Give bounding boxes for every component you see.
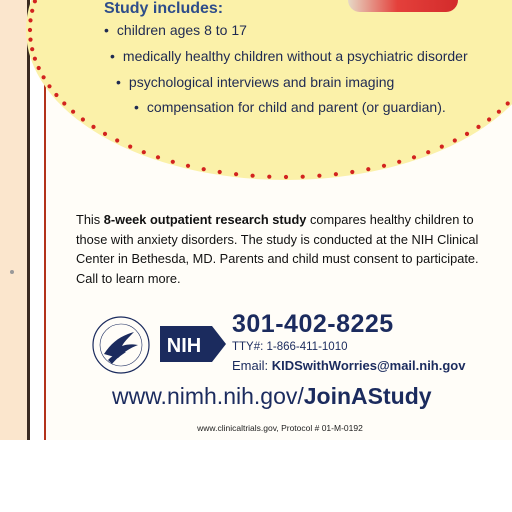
list-item: • medically healthy children without a psychiatric disorder	[110, 48, 468, 64]
border-dot	[382, 164, 386, 168]
border-dot	[317, 174, 321, 178]
border-dot	[47, 84, 51, 88]
border-dot	[397, 160, 401, 164]
border-dot	[62, 101, 66, 105]
border-dot	[103, 132, 107, 136]
border-dot	[30, 9, 34, 13]
border-dot	[426, 150, 430, 154]
nih-logo-icon	[158, 322, 228, 366]
study-flyer	[44, 0, 512, 440]
child-photo	[348, 0, 458, 12]
email-line	[232, 358, 465, 373]
border-dot	[128, 145, 132, 149]
description-body: compares healthy children to those with anxiety disorders. The study is conducted at the NIH Clinical Center in Bethesda, MD. Parents and child must consent to participate. Call to learn more.	[76, 212, 479, 286]
border-dot	[54, 93, 58, 97]
email-label: Email:	[232, 358, 272, 373]
hhs-eagle-seal-icon	[90, 314, 152, 376]
description-lead: This	[76, 212, 104, 227]
list-item: • children ages 8 to 17	[104, 22, 247, 38]
bullet-dot	[10, 270, 14, 274]
tty-number: TTY#: 1-866-411-1010	[232, 341, 348, 353]
nih-logo-text: NIH	[166, 335, 202, 357]
border-dot	[267, 175, 271, 179]
protocol-footer: www.clinicaltrials.gov, Protocol # 01-M-0192	[197, 423, 363, 433]
study-includes-heading: Study includes:	[104, 0, 224, 17]
email-link[interactable]: KIDSwithWorries@mail.nih.gov	[271, 358, 466, 373]
border-dot	[42, 75, 46, 79]
url-join-a-study: JoinAStudy	[303, 383, 432, 409]
border-dot	[218, 170, 222, 174]
border-dot	[350, 170, 354, 174]
study-description	[76, 210, 496, 288]
border-dot	[37, 66, 41, 70]
border-dot	[30, 47, 34, 51]
border-dot	[497, 110, 501, 114]
border-dot	[234, 172, 238, 176]
border-dot	[487, 117, 491, 121]
border-dot	[33, 57, 37, 61]
border-dot	[301, 175, 305, 179]
border-dot	[476, 125, 480, 129]
border-dot	[28, 18, 32, 22]
border-dot	[28, 38, 32, 42]
website-link[interactable]	[112, 383, 432, 410]
border-dot	[115, 138, 119, 142]
border-dot	[171, 160, 175, 164]
description-emphasis: 8-week outpatient research study	[103, 212, 307, 227]
border-dot	[91, 125, 95, 129]
phone-number: 301-402-8225	[232, 310, 394, 338]
border-dot	[81, 117, 85, 121]
border-dot	[251, 174, 255, 178]
border-dot	[28, 28, 32, 32]
url-prefix: www.nimh.nih.gov/	[112, 383, 304, 409]
border-dot	[156, 155, 160, 159]
border-dot	[33, 0, 37, 3]
dotted-border	[26, 0, 512, 180]
list-item: • compensation for child and parent (or guardian).	[134, 99, 446, 115]
border-dot	[142, 150, 146, 154]
border-dot	[465, 132, 469, 136]
border-dot	[506, 101, 510, 105]
border-dot	[71, 110, 75, 114]
list-item: • psychological interviews and brain imaging	[116, 74, 394, 90]
border-dot	[284, 175, 288, 179]
border-dot	[202, 167, 206, 171]
border-dot	[412, 155, 416, 159]
border-dot	[440, 145, 444, 149]
border-dot	[366, 167, 370, 171]
border-dot	[186, 164, 190, 168]
border-dot	[334, 172, 338, 176]
border-dot	[453, 138, 457, 142]
